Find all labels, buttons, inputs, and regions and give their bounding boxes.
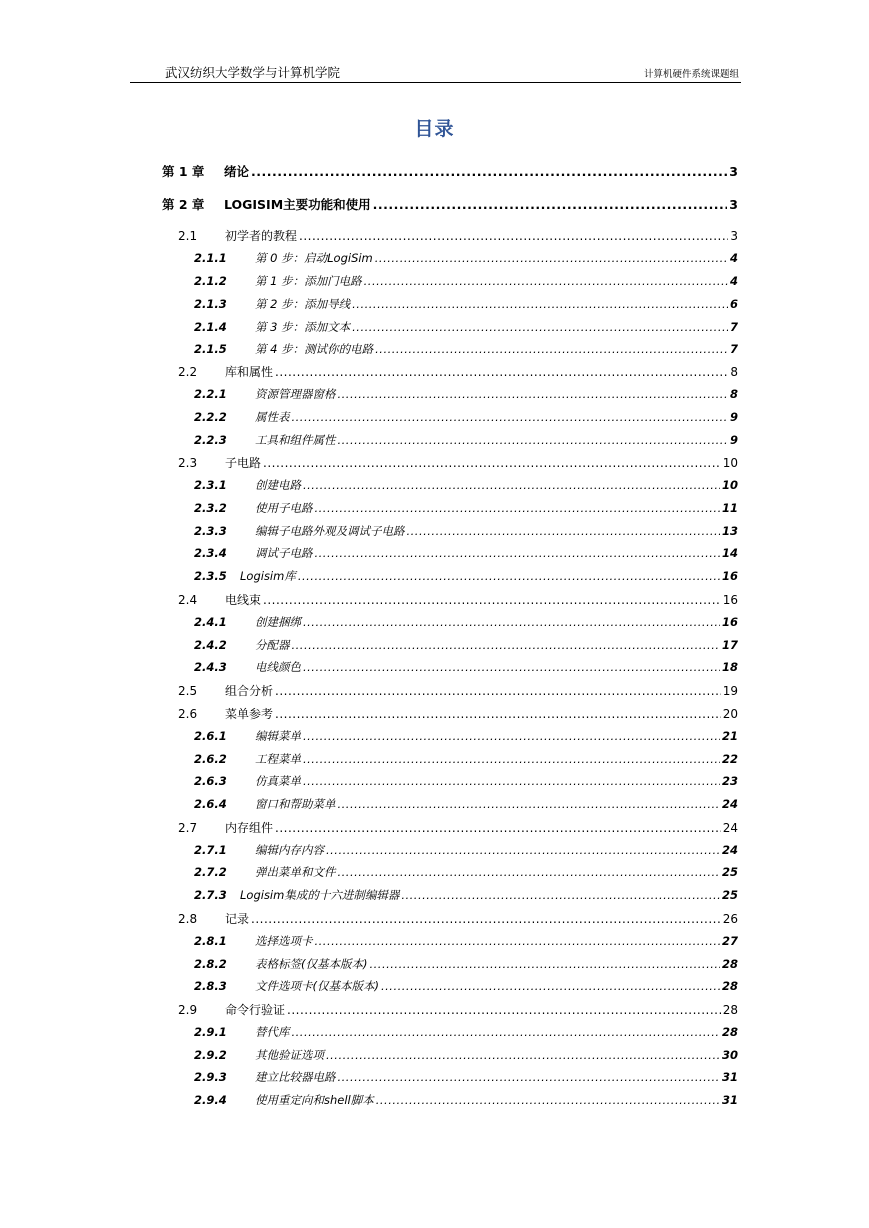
toc-page: 20: [722, 707, 738, 721]
toc-title: 电线颜色: [255, 660, 301, 674]
toc-entry[interactable]: [194, 887, 738, 903]
toc-number: 2.3.5: [194, 569, 227, 583]
toc-entry[interactable]: [194, 614, 738, 630]
toc-title: 子电路: [225, 456, 262, 470]
toc-leader: [401, 888, 720, 902]
toc-page: 18: [721, 660, 738, 674]
toc-leader: [275, 707, 721, 721]
toc-entry[interactable]: [194, 751, 738, 767]
toc-page: 31: [721, 1070, 738, 1084]
toc-title: 创建电路: [255, 478, 301, 492]
toc-leader: [364, 274, 728, 288]
toc-number: 2.2: [178, 365, 198, 379]
toc-number: 2.3.3: [194, 524, 227, 538]
toc-number: 2.9.4: [194, 1093, 227, 1107]
toc-entry[interactable]: [194, 273, 738, 289]
toc-entry[interactable]: [178, 363, 738, 380]
toc-title: 建立比较器电路: [255, 1070, 336, 1084]
toc-page: 9: [729, 410, 738, 424]
toc-title: 工具和组件属性: [255, 433, 336, 447]
toc-entry[interactable]: [194, 545, 738, 561]
toc-page: 8: [729, 387, 738, 401]
toc-number: 2.4.2: [194, 638, 227, 652]
toc-page: 11: [721, 501, 738, 515]
toc-leader: [326, 843, 720, 857]
toc-number: 2.1.5: [194, 342, 227, 356]
toc-page: 21: [721, 729, 738, 743]
toc-leader: [375, 251, 728, 265]
toc-number: 第 1 章: [162, 164, 205, 179]
toc-title: 记录: [225, 912, 250, 926]
toc-page: 8: [730, 365, 738, 379]
toc-page: 26: [722, 912, 738, 926]
toc-number: 2.4.1: [194, 615, 227, 629]
toc-page: 28: [722, 1003, 738, 1017]
toc-title: LOGISIM主要功能和使用: [224, 197, 371, 212]
toc-title: 库和属性: [225, 365, 274, 379]
toc-page: 7: [729, 320, 738, 334]
toc-title: 选择选项卡: [255, 934, 313, 948]
toc-entry[interactable]: [178, 819, 738, 836]
toc-leader: [376, 1093, 720, 1107]
toc-number: 2.9: [178, 1003, 198, 1017]
toc-entry[interactable]: [194, 500, 738, 516]
toc-leader: [338, 1070, 720, 1084]
toc-entry[interactable]: [178, 910, 738, 927]
toc-page: 23: [721, 774, 738, 788]
toc-title: 第 2 步：添加导线: [255, 297, 351, 311]
toc-title: 使用重定向和shell脚本: [255, 1093, 374, 1107]
toc-entry[interactable]: [194, 1092, 738, 1108]
toc-page: 17: [721, 638, 738, 652]
toc-entry[interactable]: [194, 659, 738, 675]
toc-page: 25: [721, 888, 738, 902]
toc-leader: [303, 478, 720, 492]
toc-entry[interactable]: [178, 454, 738, 471]
toc-number: 2.3.4: [194, 546, 227, 560]
toc-leader: [373, 197, 728, 212]
toc-leader: [352, 297, 728, 311]
toc-number: 2.1.1: [194, 251, 227, 265]
toc-page: 6: [729, 297, 738, 311]
toc-page: 9: [729, 433, 738, 447]
toc-page: 10: [721, 478, 738, 492]
toc-number: 2.4.3: [194, 660, 227, 674]
toc-title: 编辑子电路外观及调试子电路: [255, 524, 405, 538]
toc-number: 2.2.1: [194, 387, 227, 401]
toc-number: 2.8.3: [194, 979, 227, 993]
toc-leader: [303, 615, 720, 629]
toc-entry[interactable]: [194, 319, 738, 335]
toc-title: 创建捆绑: [255, 615, 301, 629]
toc-leader: [303, 729, 720, 743]
toc-title: 工程菜单: [255, 752, 301, 766]
toc-entry[interactable]: [194, 637, 738, 653]
toc-title: 分配器: [255, 638, 290, 652]
toc-page: 16: [721, 569, 738, 583]
toc-title: 命令行验证: [225, 1003, 286, 1017]
page-header: [130, 60, 741, 83]
toc-entry[interactable]: [194, 341, 738, 357]
toc-page: 16: [721, 615, 738, 629]
toc-page: 27: [721, 934, 738, 948]
toc-page: 3: [729, 164, 738, 179]
toc-page: 22: [721, 752, 738, 766]
toc-title: 资源管理器窗格: [255, 387, 336, 401]
toc-leader: [275, 365, 728, 379]
toc-leader: [263, 456, 721, 470]
toc-entry[interactable]: [194, 568, 738, 584]
toc-page: 16: [722, 593, 738, 607]
toc-leader: [315, 934, 720, 948]
toc-page: 24: [721, 843, 738, 857]
toc-leader: [251, 164, 727, 179]
toc-entry[interactable]: [194, 477, 738, 493]
toc-page: 13: [721, 524, 738, 538]
toc-number: 2.6.4: [194, 797, 227, 811]
toc-entry-chapter-2[interactable]: [162, 195, 738, 213]
toc-title: 弹出菜单和文件: [255, 865, 336, 879]
toc-page: 10: [722, 456, 738, 470]
toc-number: 2.6.2: [194, 752, 227, 766]
toc-page: 25: [721, 865, 738, 879]
toc-number: 2.6.3: [194, 774, 227, 788]
toc-title: 第 3 步：添加文本: [255, 320, 351, 334]
toc-entry[interactable]: [178, 1001, 738, 1018]
toc-page: 28: [721, 1025, 738, 1039]
toc-entry[interactable]: [194, 842, 738, 858]
toc-entry[interactable]: [178, 682, 738, 699]
toc-title: 替代库: [255, 1025, 290, 1039]
toc-page: 28: [721, 957, 738, 971]
toc-number: 2.3: [178, 456, 198, 470]
toc-leader: [303, 660, 720, 674]
toc-leader: [303, 752, 720, 766]
toc-title: Logisim库: [240, 569, 296, 583]
toc-leader: [381, 979, 720, 993]
toc-title: 文件选项卡(仅基本版本): [255, 979, 379, 993]
toc-number: 2.1: [178, 229, 198, 243]
toc-leader: [352, 320, 728, 334]
toc-number: 2.5: [178, 684, 198, 698]
toc-number: 2.3.1: [194, 478, 227, 492]
toc-leader: [298, 569, 720, 583]
toc-number: 2.9.3: [194, 1070, 227, 1084]
toc-leader: [251, 912, 721, 926]
toc-number: 2.6.1: [194, 729, 227, 743]
toc-number: 第 2 章: [162, 197, 205, 212]
toc-title: 使用子电路: [255, 501, 313, 515]
toc-leader: [369, 957, 720, 971]
toc-title: 表格标签(仅基本版本): [255, 957, 368, 971]
toc-title: 窗口和帮助菜单: [255, 797, 336, 811]
toc-entry[interactable]: [194, 523, 738, 539]
toc-number: 2.7: [178, 821, 198, 835]
toc-number: 2.1.4: [194, 320, 227, 334]
toc-leader: [315, 501, 720, 515]
toc-page: 31: [721, 1093, 738, 1107]
toc-title: 属性表: [255, 410, 290, 424]
toc-title: 仿真菜单: [255, 774, 301, 788]
toc-number: 2.3.2: [194, 501, 227, 515]
toc-leader: [287, 1003, 721, 1017]
toc-number: 2.2.2: [194, 410, 227, 424]
toc-leader: [275, 821, 721, 835]
toc-entry[interactable]: [194, 250, 738, 266]
toc-entry[interactable]: [194, 956, 738, 972]
toc-title: 菜单参考: [225, 707, 274, 721]
toc-number: 2.8.2: [194, 957, 227, 971]
toc-leader: [315, 546, 720, 560]
toc-leader: [338, 433, 728, 447]
toc-number: 2.1.3: [194, 297, 227, 311]
toc-page: 4: [729, 274, 738, 288]
toc-entry[interactable]: [194, 296, 738, 312]
toc-number: 2.6: [178, 707, 198, 721]
toc-page: 19: [722, 684, 738, 698]
toc-title: Logisim集成的十六进制编辑器: [240, 888, 400, 902]
toc-leader: [326, 1048, 720, 1062]
toc-page: 24: [721, 797, 738, 811]
toc-page: 4: [729, 251, 738, 265]
toc-title: 其他验证选项: [255, 1048, 324, 1062]
header-group: 计算机硬件系统课题组: [643, 69, 739, 80]
toc-leader: [292, 1025, 720, 1039]
toc-page: 14: [721, 546, 738, 560]
toc-leader: [299, 229, 728, 243]
toc-page: 7: [729, 342, 738, 356]
toc-entry[interactable]: [194, 409, 738, 425]
toc-number: 2.7.2: [194, 865, 227, 879]
toc-title: 编辑菜单: [255, 729, 301, 743]
toc-leader: [292, 410, 728, 424]
toc-number: 2.8: [178, 912, 198, 926]
toc-page: 3: [730, 229, 738, 243]
toc-number: 2.7.1: [194, 843, 227, 857]
page-title: 目录: [414, 118, 455, 140]
toc-page: 30: [721, 1048, 738, 1062]
toc-entry[interactable]: [194, 796, 738, 812]
toc-entry[interactable]: [194, 386, 738, 402]
toc-number: 2.7.3: [194, 888, 227, 902]
toc-entry[interactable]: [194, 978, 738, 994]
toc-leader: [338, 387, 728, 401]
toc-entry[interactable]: [194, 1069, 738, 1085]
toc-title: 第 4 步：测试你的电路: [255, 342, 374, 356]
toc-entry[interactable]: [178, 591, 738, 608]
toc-number: 2.4: [178, 593, 198, 607]
toc-leader: [292, 638, 720, 652]
toc-title: 组合分析: [225, 684, 274, 698]
toc-leader: [407, 524, 720, 538]
toc-entry[interactable]: [194, 1024, 738, 1040]
toc-leader: [303, 774, 720, 788]
toc-leader: [275, 684, 721, 698]
toc-title: 内存组件: [225, 821, 274, 835]
toc-entry[interactable]: [194, 773, 738, 789]
toc-title: 电线束: [225, 593, 262, 607]
toc-number: 2.9.1: [194, 1025, 227, 1039]
toc-number: 2.1.2: [194, 274, 227, 288]
toc-number: 2.2.3: [194, 433, 227, 447]
toc-number: 2.8.1: [194, 934, 227, 948]
toc-entry[interactable]: [194, 933, 738, 949]
toc-title: 编辑内存内容: [255, 843, 324, 857]
toc-page: 28: [721, 979, 738, 993]
toc-entry[interactable]: [194, 1047, 738, 1063]
toc-leader: [263, 593, 721, 607]
toc-entry[interactable]: [194, 728, 738, 744]
toc-page: 24: [722, 821, 738, 835]
toc-leader: [338, 865, 720, 879]
toc-page: 3: [729, 197, 738, 212]
toc-title: 初学者的教程: [225, 229, 298, 243]
toc-title: 绪论: [224, 164, 250, 179]
toc-leader: [338, 797, 720, 811]
toc-title: 调试子电路: [255, 546, 313, 560]
toc-entry[interactable]: [194, 864, 738, 880]
toc-title: 第 1 步：添加门电路: [255, 274, 362, 288]
header-institution: 武汉纺织大学数学与计算机学院: [165, 65, 341, 80]
toc-entry[interactable]: [178, 705, 738, 722]
toc-number: 2.9.2: [194, 1048, 227, 1062]
toc-leader: [375, 342, 728, 356]
toc-entry[interactable]: [178, 227, 738, 244]
toc-title: 第 0 步：启动LogiSim: [255, 251, 373, 265]
toc-entry[interactable]: [194, 432, 738, 448]
toc-entry-chapter-1[interactable]: [162, 162, 738, 180]
